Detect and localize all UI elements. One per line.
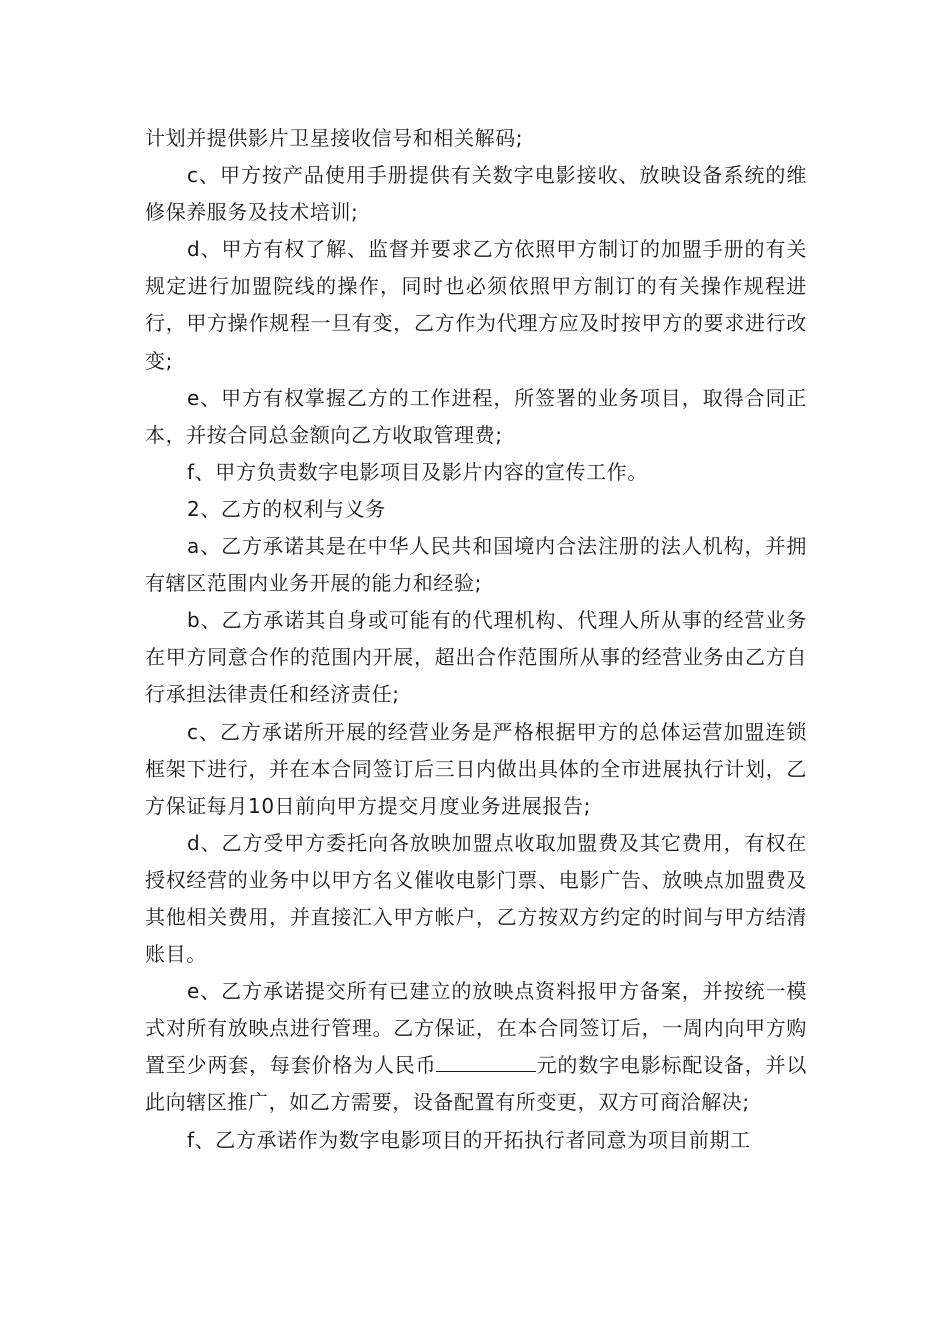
paragraph: e、甲方有权掌握乙方的工作进程，所签署的业务项目，取得合同正本，并按合同总金额向乙方收取管理费;: [145, 385, 807, 447]
fill-in-blank: [436, 1049, 536, 1072]
section-heading: 2、乙方的权利与义务: [187, 496, 386, 521]
paragraph: f、乙方承诺作为数字电影项目的开拓执行者同意为项目前期工: [187, 1127, 751, 1152]
paragraph: f、甲方负责数字电影项目及影片内容的宣传工作。: [187, 459, 648, 484]
paragraph-text-before: e、乙方承诺提交所有已建立的放映点资料报甲方备案，并按统一模式对所有放映点进行管理。乙方保证，在本合同签订后，一周内向甲方购置至少两套，每套价格为人民币: [145, 979, 807, 1078]
paragraph-with-blank: [145, 973, 807, 1121]
paragraph: c、甲方按产品使用手册提供有关数字电影接收、放映设备系统的维修保养服务及技术培训;: [145, 163, 807, 225]
paragraph-text-after: 元的数字电影标配设备，并以此向辖区推广，如乙方需要，设备配置有所变更，双方可商洽解决;: [145, 1053, 807, 1115]
paragraph: d、甲方有权了解、监督并要求乙方依照甲方制订的加盟手册的有关规定进行加盟院线的操作，同时也必须依照甲方制订的有关操作规程进行，甲方操作规程一旦有变，乙方作为代理方应及时按甲方的要求进行改变;: [145, 237, 807, 373]
document-page: [145, 120, 807, 1159]
paragraph: 计划并提供影片卫星接收信号和相关解码;: [145, 126, 524, 150]
paragraph: c、乙方承诺所开展的经营业务是严格根据甲方的总体运营加盟连锁框架下进行，并在本合同签订后三日内做出具体的全市进展执行计划，乙方保证每月10日前向甲方提交月度业务进展报告;: [145, 719, 807, 818]
paragraph: d、乙方受甲方委托向各放映加盟点收取加盟费及其它费用，有权在授权经营的业务中以甲方名义催收电影门票、电影广告、放映点加盟费及其他相关费用，并直接汇入甲方帐户，乙方按双方约定的时间与甲方结清账目。: [145, 830, 807, 967]
paragraph: b、乙方承诺其自身或可能有的代理机构、代理人所从事的经营业务在甲方同意合作的范围内开展，超出合作范围所从事的经营业务由乙方自行承担法律责任和经济责任;: [145, 608, 807, 707]
paragraph: a、乙方承诺其是在中华人民共和国境内合法注册的法人机构，并拥有辖区范围内业务开展的能力和经验;: [145, 534, 807, 596]
